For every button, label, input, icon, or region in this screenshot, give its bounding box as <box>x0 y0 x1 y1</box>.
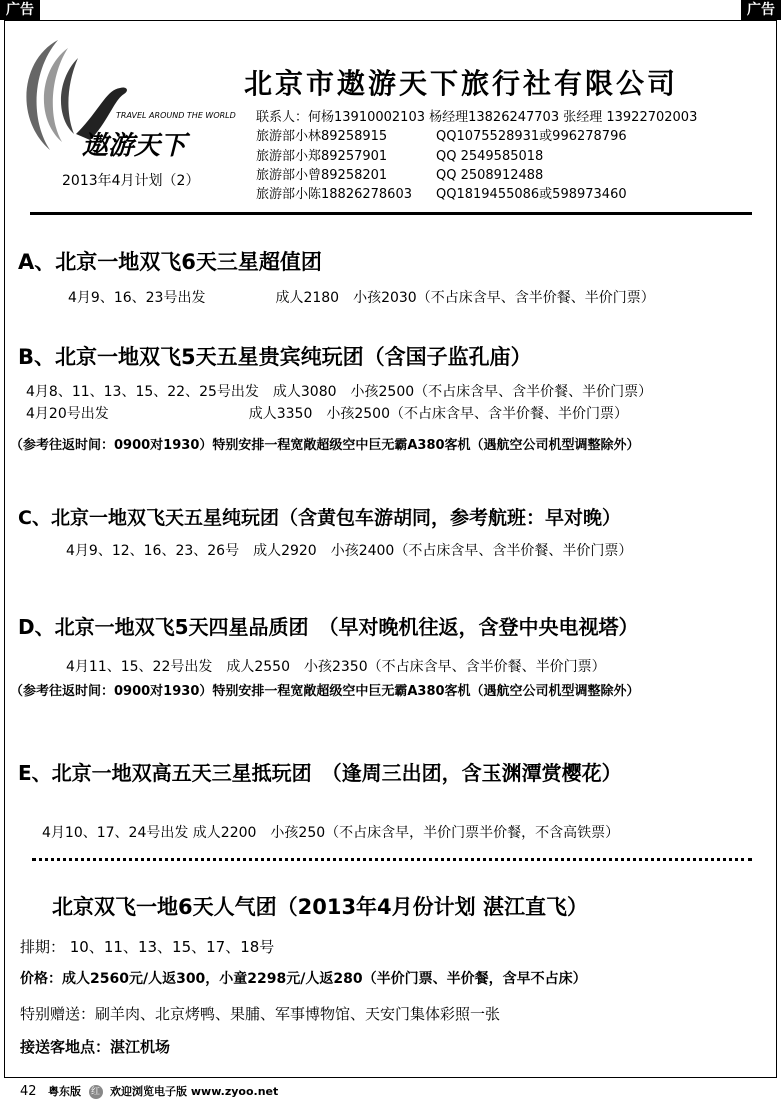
dotted-divider <box>32 858 752 861</box>
ad-label-right: 广告 <box>741 0 781 20</box>
section-b-line: 4月8、11、13、15、22、25号出发 成人3080 小孩2500（不占床含早、含半价餐、半价门票） <box>26 384 653 400</box>
section-d-line: 4月11、15、22号出发 成人2550 小孩2350（不占床含早、含半价餐、半价门票） <box>66 659 606 675</box>
section-a-title: A、北京一地双飞6天三星超值团 <box>18 250 322 274</box>
page-number: 42 <box>20 1084 37 1099</box>
feature-price: 价格：成人2560元/人返300，小童2298元/人返280（半价门票、半价餐，含早不占床） <box>20 971 587 987</box>
contact-row: 旅游部小林89258915 QQ1075528931或996278796 <box>256 129 627 145</box>
section-b-line: 4月20号出发 成人3350 小孩2500（不占床含早、含半价餐、半价门票） <box>26 406 628 422</box>
logo-tagline: TRAVEL AROUND THE WORLD <box>116 111 236 120</box>
feature-schedule: 排期： 10、11、13、15、17、18号 <box>20 938 275 956</box>
section-e-line: 4月10、17、24号出发 成人2200 小孩250（不占床含早，半价门票半价餐，不含高铁票） <box>42 825 620 841</box>
footer <box>20 1083 278 1099</box>
contact-row: 旅游部小郑89257901 QQ 2549585018 <box>256 148 544 164</box>
contact-list <box>256 108 697 204</box>
ad-label-left: 广告 <box>0 0 40 20</box>
circle-badge-icon: 红 <box>89 1085 103 1099</box>
contact-row: 旅游部小陈18826278603 QQ1819455086或598973460 <box>256 187 627 203</box>
section-d-title: D、北京一地双飞5天四星品质团 （早对晚机往返，含登中央电视塔） <box>18 615 639 639</box>
feature-gift: 特别赠送：刷羊肉、北京烤鸭、果脯、军事博物馆、天安门集体彩照一张 <box>20 1005 501 1023</box>
section-c-title: C、北京一地双飞天五星纯玩团（含黄包车游胡同，参考航班：早对晚） <box>18 507 621 529</box>
edition-label: 粤东版 <box>48 1085 82 1098</box>
section-b-title: B、北京一地双飞5天五星贵宾纯玩团（含国子监孔庙） <box>18 345 532 369</box>
section-e-title: E、北京一地双高五天三星抵玩团 （逢周三出团，含玉渊潭赏樱花） <box>18 761 622 785</box>
section-d-note: （参考往返时间：0900对1930）特别安排一程宽敞超级空中巨无霸A380客机（遇航空公司机型调整除外） <box>10 684 640 699</box>
feature-pickup: 接送客地点：湛江机场 <box>20 1038 171 1056</box>
company-name: 北京市遨游天下旅行社有限公司 <box>244 67 679 100</box>
header-divider <box>30 212 752 215</box>
section-a-line: 4月9、16、23号出发 成人2180 小孩2030（不占床含早、含半价餐、半价门票） <box>68 290 655 306</box>
contact-row: 联系人：何杨13910002103 杨经理13826247703 张经理 13922702003 <box>256 110 698 125</box>
section-b-note: （参考往返时间：0900对1930）特别安排一程宽敞超级空中巨无霸A380客机（遇航空公司机型调整除外） <box>10 438 640 453</box>
section-c-line: 4月9、12、16、23、26号 成人2920 小孩2400（不占床含早、含半价餐、半价门票） <box>66 543 633 559</box>
footer-link-text[interactable]: 欢迎浏览电子版 www.zyoo.net <box>110 1085 279 1098</box>
logo-name: 遨游天下 <box>82 131 187 161</box>
plan-label: 2013年4月计划（2） <box>62 173 200 189</box>
contact-row: 旅游部小曾89258201 QQ 2508912488 <box>256 167 544 183</box>
feature-title: 北京双飞一地6天人气团（2013年4月份计划 湛江直飞） <box>52 895 588 919</box>
company-logo <box>10 30 250 165</box>
